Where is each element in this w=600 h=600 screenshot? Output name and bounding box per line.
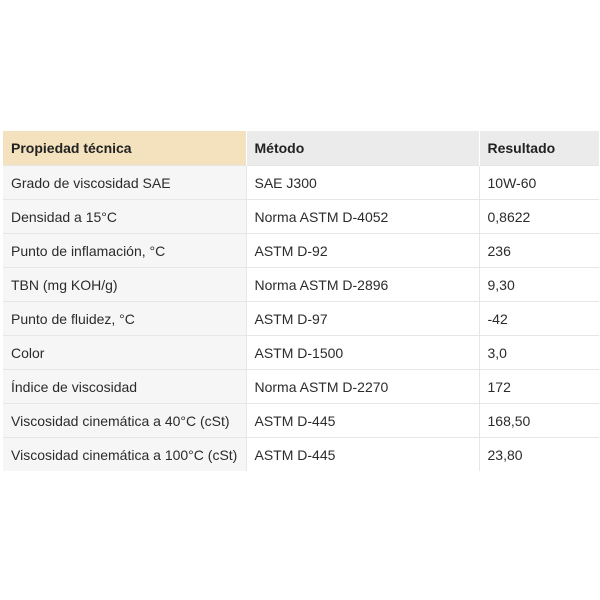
result-cell: 0,8622: [479, 200, 599, 234]
table-row: [3, 166, 599, 200]
table-row: [3, 370, 599, 404]
table-row: [3, 200, 599, 234]
property-cell: Color: [3, 336, 246, 370]
header-method: Método: [246, 131, 479, 166]
table-row: [3, 302, 599, 336]
header-property: Propiedad técnica: [3, 131, 246, 166]
table-row: [3, 268, 599, 302]
header-result: Resultado: [479, 131, 599, 166]
method-cell: SAE J300: [246, 166, 479, 200]
table-row: [3, 438, 599, 472]
result-cell: 172: [479, 370, 599, 404]
method-cell: ASTM D-97: [246, 302, 479, 336]
property-cell: TBN (mg KOH/g): [3, 268, 246, 302]
technical-properties-table: [3, 131, 599, 471]
method-cell: ASTM D-92: [246, 234, 479, 268]
table-row: [3, 234, 599, 268]
method-cell: ASTM D-1500: [246, 336, 479, 370]
result-cell: 10W-60: [479, 166, 599, 200]
method-cell: Norma ASTM D-2270: [246, 370, 479, 404]
property-cell: Viscosidad cinemática a 100°C (cSt): [3, 438, 246, 472]
result-cell: 23,80: [479, 438, 599, 472]
result-cell: 3,0: [479, 336, 599, 370]
property-cell: Punto de inflamación, °C: [3, 234, 246, 268]
result-cell: -42: [479, 302, 599, 336]
result-cell: 9,30: [479, 268, 599, 302]
method-cell: Norma ASTM D-2896: [246, 268, 479, 302]
property-cell: Densidad a 15°C: [3, 200, 246, 234]
method-cell: ASTM D-445: [246, 404, 479, 438]
table-row: [3, 404, 599, 438]
method-cell: Norma ASTM D-4052: [246, 200, 479, 234]
property-cell: Índice de viscosidad: [3, 370, 246, 404]
result-cell: 236: [479, 234, 599, 268]
result-cell: 168,50: [479, 404, 599, 438]
method-cell: ASTM D-445: [246, 438, 479, 472]
property-cell: Punto de fluidez, °C: [3, 302, 246, 336]
table-row: [3, 336, 599, 370]
table-header-row: [3, 131, 599, 166]
property-cell: Viscosidad cinemática a 40°C (cSt): [3, 404, 246, 438]
property-cell: Grado de viscosidad SAE: [3, 166, 246, 200]
